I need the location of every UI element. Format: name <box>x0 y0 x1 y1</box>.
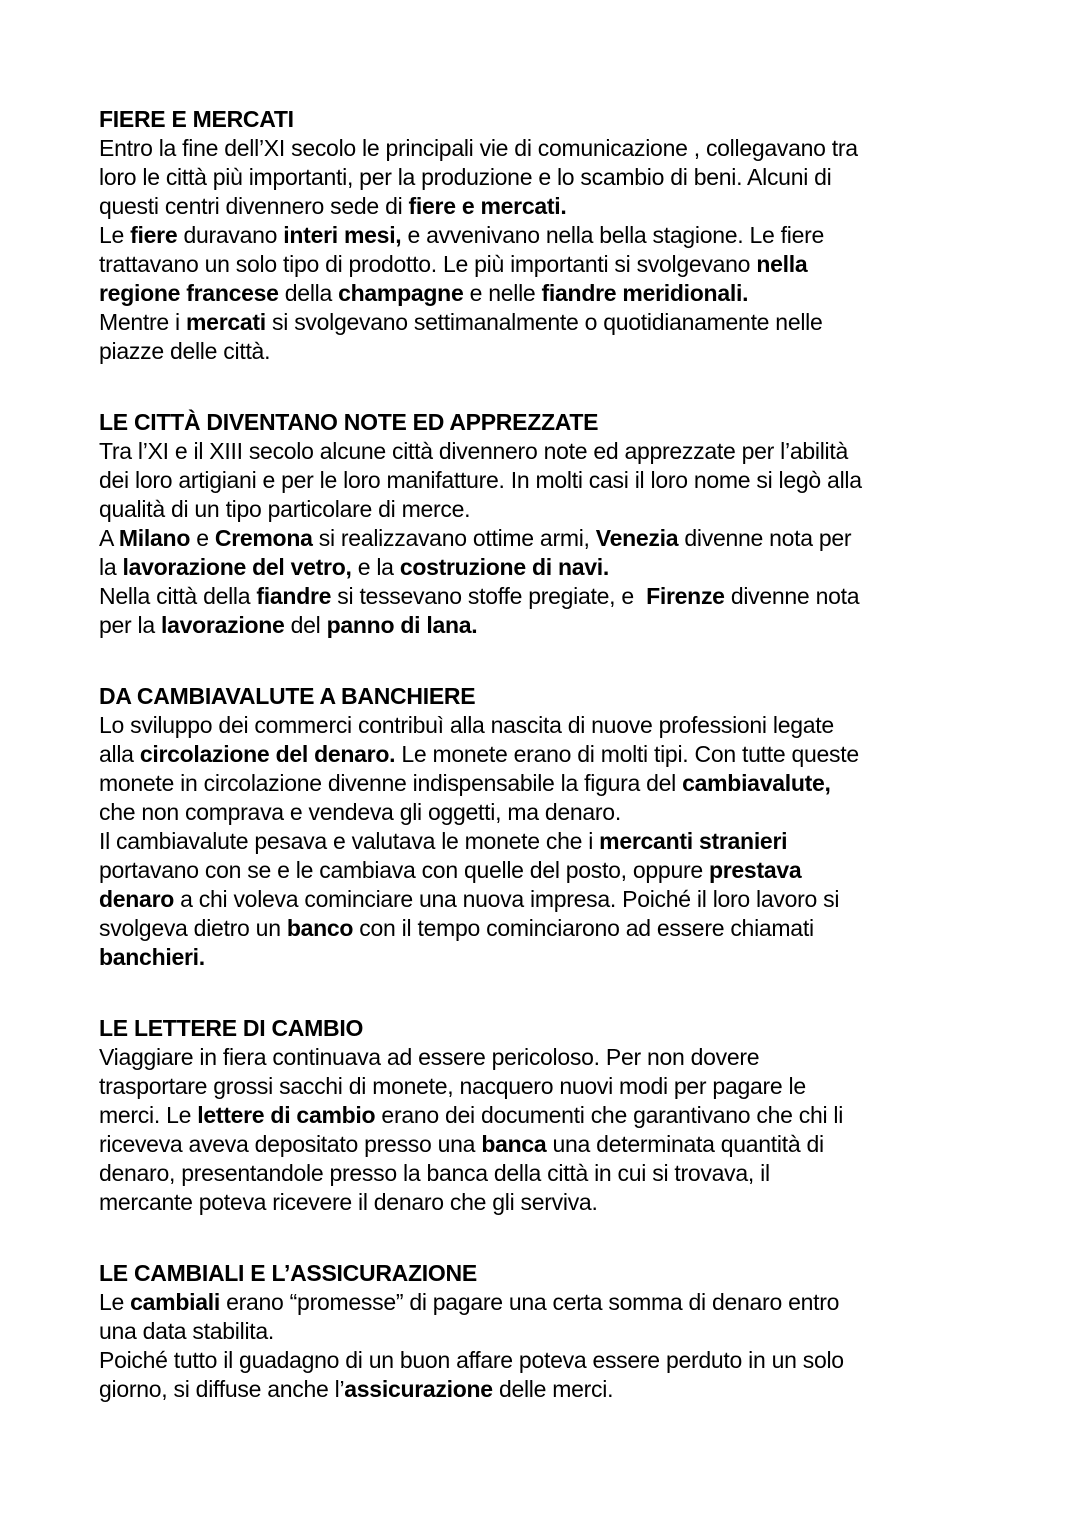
text-segment: mercante poteva ricevere il denaro che gli serviva. <box>99 1189 598 1215</box>
bold-text-segment: lavorazione del vetro, <box>122 554 352 580</box>
bold-text-segment: Cremona <box>214 525 313 551</box>
text-segment: con il tempo cominciarono ad essere chiamati <box>353 915 814 941</box>
bold-text-segment: nella <box>756 251 808 277</box>
bold-text-segment: lavorazione <box>161 612 285 638</box>
document-section <box>99 105 990 366</box>
text-segment: che non comprava e vendeva gli oggetti, ma denaro. <box>99 799 621 825</box>
section-title: LE LETTERE DI CAMBIO <box>99 1015 364 1041</box>
text-segment: e la <box>351 554 400 580</box>
bold-text-segment: interi mesi, <box>283 222 402 248</box>
text-line <box>99 466 990 495</box>
text-segment: della <box>278 280 339 306</box>
text-line <box>99 1159 990 1188</box>
text-line <box>99 1072 990 1101</box>
text-line <box>99 437 990 466</box>
text-segment: divenne nota <box>724 583 860 609</box>
document-section <box>99 682 990 972</box>
text-segment: denaro, presentandole presso la banca della città in cui si trovava, il <box>99 1160 770 1186</box>
bold-text-segment: mercanti stranieri <box>599 828 788 854</box>
text-segment: e nelle <box>463 280 542 306</box>
text-line <box>99 1101 990 1130</box>
bold-text-segment: banca <box>481 1131 547 1157</box>
text-line <box>99 524 990 553</box>
bold-text-segment: circolazione del denaro. <box>139 741 396 767</box>
text-segment: Entro la fine dell’XI secolo le principali vie di comunicazione , collegavano tra <box>99 135 858 161</box>
text-line <box>99 553 990 582</box>
bold-text-segment: denaro <box>99 886 175 912</box>
bold-text-segment: Venezia <box>595 525 679 551</box>
text-segment: portavano con se e le cambiava con quelle del posto, oppure <box>99 857 709 883</box>
text-segment: A <box>99 525 119 551</box>
text-line <box>99 279 990 308</box>
text-segment: si realizzavano ottime armi, <box>312 525 596 551</box>
text-line <box>99 582 990 611</box>
text-segment: Poiché tutto il guadagno di un buon affare poteva essere perduto in un solo <box>99 1347 844 1373</box>
section-title: DA CAMBIAVALUTE A BANCHIERE <box>99 683 476 709</box>
text-segment: svolgeva dietro un <box>99 915 287 941</box>
section-title: FIERE E MERCATI <box>99 106 294 132</box>
text-segment: trattavano un solo tipo di prodotto. Le più importanti si svolgevano <box>99 251 757 277</box>
section-title: LE CAMBIALI E L’ASSICURAZIONE <box>99 1260 477 1286</box>
text-line <box>99 134 990 163</box>
bold-text-segment: banchieri. <box>99 944 205 970</box>
document-section <box>99 1259 990 1404</box>
text-segment: qualità di un tipo particolare di merce. <box>99 496 471 522</box>
text-line <box>99 337 990 366</box>
bold-text-segment: fiandre <box>256 583 332 609</box>
text-line <box>99 914 990 943</box>
text-segment: per la <box>99 612 161 638</box>
text-segment: si svolgevano settimanalmente o quotidianamente nelle <box>265 309 823 335</box>
text-segment: Il cambiavalute pesava e valutava le monete che i <box>99 828 600 854</box>
text-segment: erano dei documenti che garantivano che chi li <box>375 1102 844 1128</box>
text-line <box>99 1188 990 1217</box>
text-segment: la <box>99 554 123 580</box>
text-segment: riceveva aveva depositato presso una <box>99 1131 482 1157</box>
text-line <box>99 192 990 221</box>
bold-text-segment: Milano <box>118 525 191 551</box>
text-segment: una determinata quantità di <box>546 1131 824 1157</box>
bold-text-segment: mercati <box>186 309 266 335</box>
text-line <box>99 711 990 740</box>
text-line <box>99 943 990 972</box>
bold-text-segment: panno di lana. <box>326 612 478 638</box>
text-line <box>99 856 990 885</box>
text-line <box>99 163 990 192</box>
text-segment: Nella città della <box>99 583 257 609</box>
text-line <box>99 885 990 914</box>
text-segment: Le <box>99 1289 131 1315</box>
text-line <box>99 250 990 279</box>
text-line <box>99 798 990 827</box>
bold-text-segment: lettere di cambio <box>197 1102 376 1128</box>
text-segment: e <box>190 525 215 551</box>
text-segment: divenne nota per <box>678 525 852 551</box>
text-segment: monete in circolazione divenne indispensabile la figura del <box>99 770 683 796</box>
bold-text-segment: cambiali <box>130 1289 220 1315</box>
text-line <box>99 221 990 250</box>
bold-text-segment: banco <box>286 915 354 941</box>
document-section <box>99 1014 990 1217</box>
text-line <box>99 1130 990 1159</box>
bold-text-segment: champagne <box>338 280 464 306</box>
text-line <box>99 611 990 640</box>
bold-text-segment: fiere e mercati. <box>408 193 567 219</box>
text-segment: erano “promesse” di pagare una certa somma di denaro entro <box>220 1289 840 1315</box>
text-line <box>99 769 990 798</box>
text-segment: Le monete erano di molti tipi. Con tutte queste <box>395 741 859 767</box>
bold-text-segment: Firenze <box>646 583 725 609</box>
text-segment: del <box>284 612 327 638</box>
text-segment: piazze delle città. <box>99 338 271 364</box>
text-line <box>99 1317 990 1346</box>
text-segment: loro le città più importanti, per la produzione e lo scambio di beni. Alcuni di <box>99 164 832 190</box>
text-line <box>99 1375 990 1404</box>
text-segment: Le <box>99 222 131 248</box>
text-segment: trasportare grossi sacchi di monete, nacquero nuovi modi per pagare le <box>99 1073 806 1099</box>
section-title: LE CITTÀ DIVENTANO NOTE ED APPREZZATE <box>99 409 599 435</box>
text-segment: si tessevano stoffe pregiate, e <box>331 583 647 609</box>
text-line <box>99 1043 990 1072</box>
bold-text-segment: costruzione di navi. <box>399 554 609 580</box>
text-segment: una data stabilita. <box>99 1318 275 1344</box>
text-segment: a chi voleva cominciare una nuova impresa. Poiché il loro lavoro si <box>174 886 840 912</box>
text-segment: Viaggiare in fiera continuava ad essere pericoloso. Per non dovere <box>99 1044 760 1070</box>
text-line <box>99 495 990 524</box>
bold-text-segment: fiere <box>130 222 178 248</box>
text-line <box>99 1346 990 1375</box>
text-line <box>99 740 990 769</box>
bold-text-segment: regione francese <box>99 280 279 306</box>
bold-text-segment: cambiavalute, <box>682 770 831 796</box>
text-line <box>99 827 990 856</box>
text-segment: duravano <box>177 222 284 248</box>
text-segment: delle merci. <box>492 1376 614 1402</box>
text-segment: e avvenivano nella bella stagione. Le fiere <box>401 222 825 248</box>
text-segment: merci. Le <box>99 1102 198 1128</box>
bold-text-segment: prestava <box>708 857 802 883</box>
text-segment: questi centri divennero sede di <box>99 193 409 219</box>
bold-text-segment: fiandre meridionali. <box>541 280 749 306</box>
text-segment: Tra l’XI e il XIII secolo alcune città divennero note ed apprezzate per l’abilità <box>99 438 848 464</box>
document-section <box>99 408 990 640</box>
text-segment: dei loro artigiani e per le loro manifatture. In molti casi il loro nome si legò alla <box>99 467 862 493</box>
text-line <box>99 1288 990 1317</box>
text-segment: Lo sviluppo dei commerci contribuì alla nascita di nuove professioni legate <box>99 712 834 738</box>
text-line <box>99 308 990 337</box>
text-segment: giorno, si diffuse anche l’ <box>99 1376 345 1402</box>
bold-text-segment: assicurazione <box>344 1376 493 1402</box>
text-segment: Mentre i <box>99 309 186 335</box>
text-segment: alla <box>99 741 140 767</box>
